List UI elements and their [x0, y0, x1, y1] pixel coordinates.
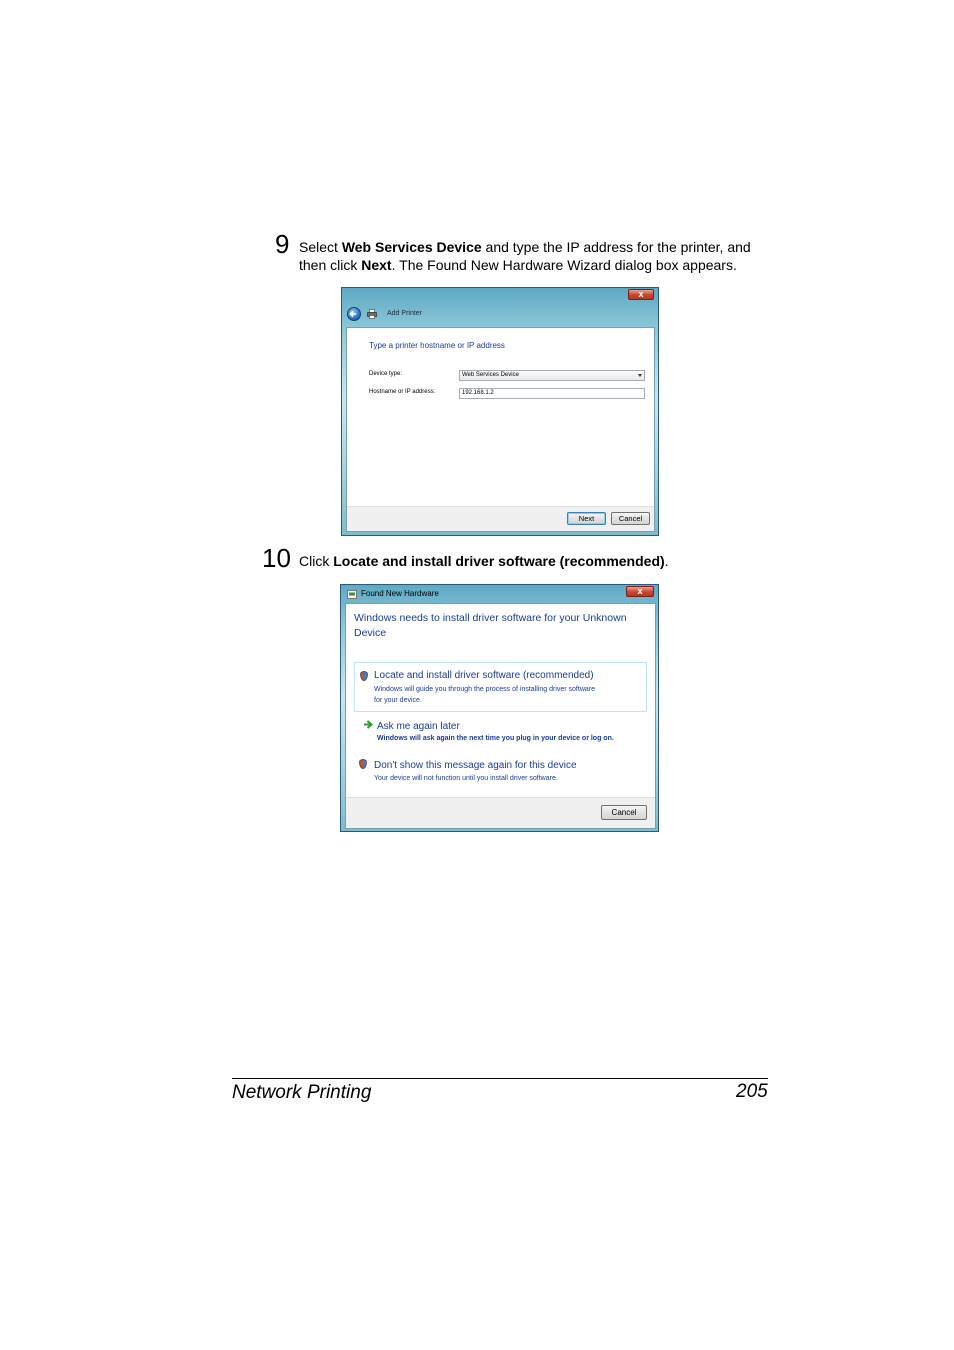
- chevron-down-icon: [638, 374, 642, 377]
- footer-rule: [232, 1078, 768, 1079]
- option-description: Windows will ask again the next time you plug in your device or log on.: [377, 735, 614, 742]
- cancel-button[interactable]: Cancel: [611, 512, 650, 525]
- page-heading: Type a printer hostname or IP address: [369, 341, 505, 350]
- ask-again-later-option[interactable]: [354, 717, 647, 747]
- step-number: 10: [262, 543, 291, 573]
- hostname-label: Hostname or IP address:: [369, 389, 436, 395]
- dialog-footer: [346, 797, 655, 828]
- dialog-footer: [347, 506, 654, 531]
- option-description: Your device will not function until you install driver software.: [374, 775, 558, 782]
- option-title: Don't show this message again for this device: [374, 760, 577, 771]
- option-title: Ask me again later: [377, 721, 460, 732]
- cancel-button[interactable]: Cancel: [601, 805, 647, 820]
- shield-icon: [360, 671, 368, 681]
- device-type-value: Web Services Device: [462, 372, 519, 378]
- step-instruction: Click Locate and install driver software (recommended).: [299, 553, 669, 569]
- dialog-client-area: [345, 603, 656, 829]
- found-new-hardware-dialog: [340, 584, 659, 832]
- dialog-client-area: [346, 327, 655, 532]
- option-title: Locate and install driver software (recommended): [374, 670, 594, 681]
- add-printer-dialog: [341, 287, 659, 536]
- option-description: Windows will guide you through the process of installing driver software for your device.: [374, 686, 595, 704]
- printer-icon: [367, 309, 377, 319]
- next-button[interactable]: Next: [567, 512, 606, 525]
- dialog-title: Add Printer: [387, 310, 423, 317]
- step-number: 9: [275, 229, 290, 259]
- dialog-title: Found New Hardware: [361, 589, 439, 598]
- dont-show-again-option[interactable]: [354, 757, 647, 787]
- dialog-header: Windows needs to install driver software for your Unknown Device: [354, 612, 627, 639]
- hardware-icon: [347, 590, 357, 599]
- page-number: 205: [736, 1081, 768, 1102]
- section-title: Network Printing: [232, 1082, 372, 1103]
- green-arrow-icon: [363, 719, 374, 730]
- device-type-select[interactable]: [459, 370, 645, 381]
- step-instruction: Select Web Services Device and type the IP address for the printer, and then click Next. The Found New Hardware Wizard dialog box appears.: [299, 239, 751, 273]
- device-type-label: Device type:: [369, 371, 403, 377]
- hostname-input[interactable]: 192.168.1.2: [459, 388, 645, 399]
- close-button[interactable]: x: [626, 586, 654, 597]
- locate-install-option[interactable]: [354, 662, 647, 712]
- close-button[interactable]: x: [628, 289, 654, 300]
- back-arrow-icon: [348, 308, 360, 320]
- back-button[interactable]: [347, 307, 361, 321]
- shield-icon: [359, 759, 367, 769]
